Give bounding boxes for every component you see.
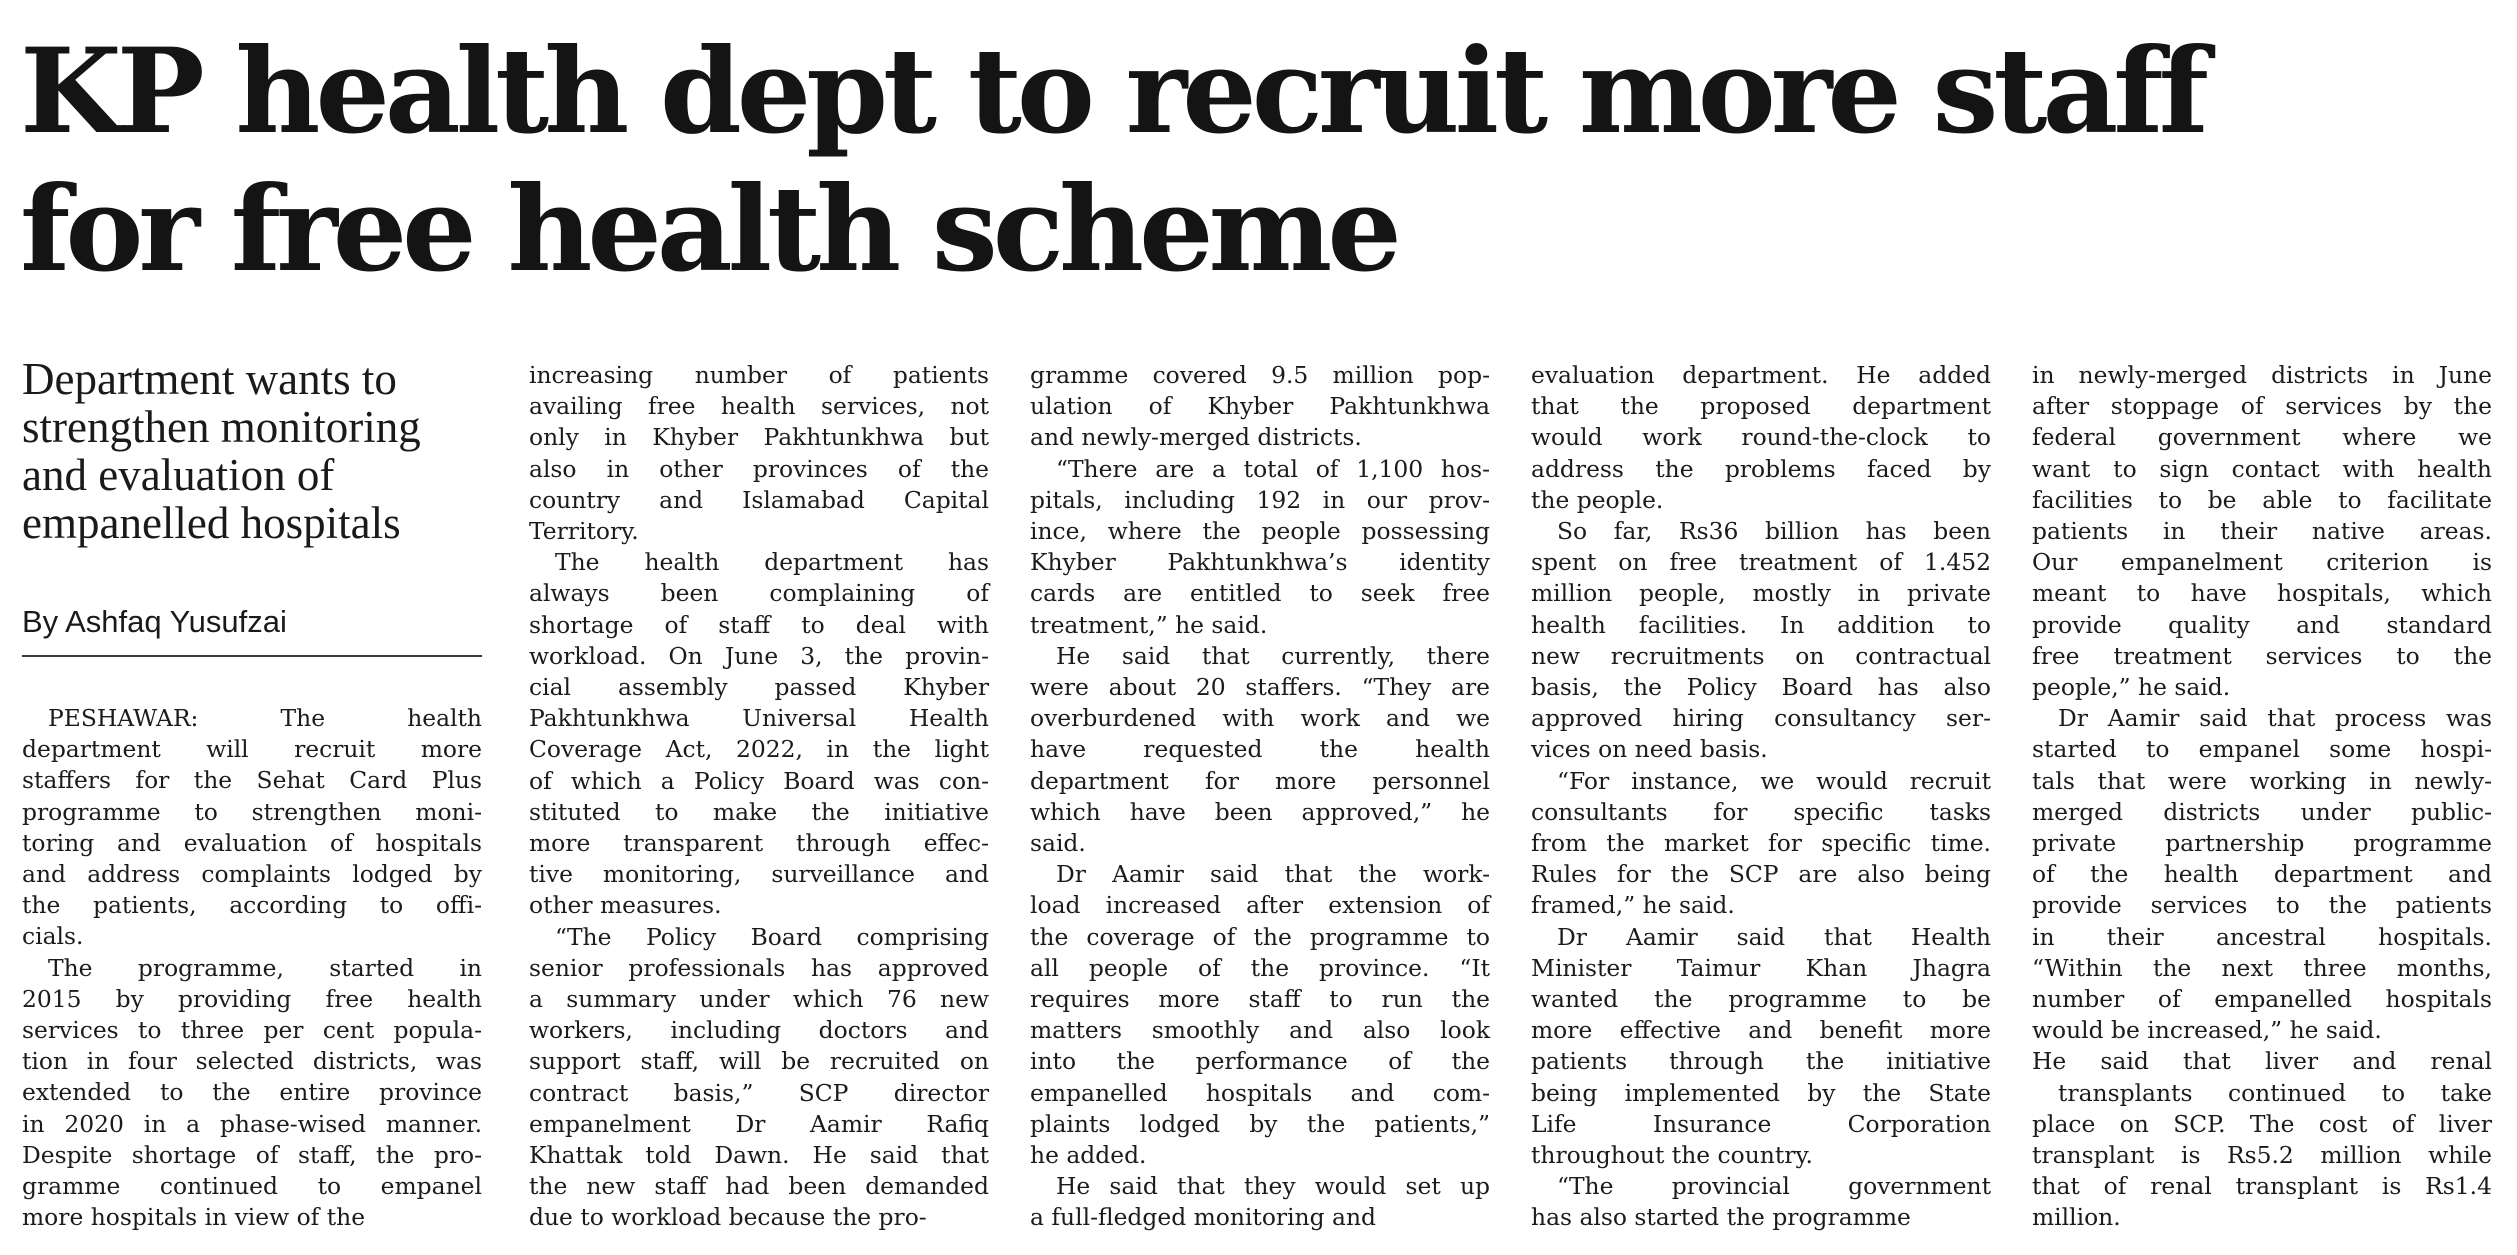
article-line: from the market for specific time. xyxy=(1531,829,1991,858)
article-line: Life Insurance Corporation xyxy=(1531,1109,1991,1138)
article-line: Our empanelment criterion is xyxy=(2032,548,2492,577)
article-line: that the proposed department xyxy=(1531,392,1991,421)
article-line: the coverage of the programme to xyxy=(1030,922,1490,951)
article-line: number of empanelled hospitals xyxy=(2032,985,2492,1014)
article-line: framed,” he said. xyxy=(1531,891,1735,920)
article-line: “Within the next three months, xyxy=(2032,953,2492,982)
article-line: The health department has xyxy=(555,548,989,577)
article-line: all people of the province. “It xyxy=(1030,953,1490,982)
article-line: address the problems faced by xyxy=(1531,454,1991,483)
article-line: Territory. xyxy=(529,517,639,546)
article-line: tals that were working in newly- xyxy=(2032,766,2492,795)
article-line: meant to have hospitals, which xyxy=(2032,579,2492,608)
article-line: always been complaining of xyxy=(529,579,989,608)
article-line: were about 20 staffers. “They are xyxy=(1030,673,1490,702)
article-line: department will recruit more xyxy=(22,735,482,764)
article-line: into the performance of the xyxy=(1030,1047,1490,1076)
article-column-5 xyxy=(2032,360,2492,1234)
article-line: shortage of staff to deal with xyxy=(529,610,989,639)
article-line: stituted to make the initiative xyxy=(529,797,989,826)
article-line: country and Islamabad Capital xyxy=(529,485,989,514)
article-line: in 2020 in a phase-wised manner. xyxy=(22,1109,482,1138)
article-line: treatment,” he said. xyxy=(1030,610,1268,639)
article-line: have requested the health xyxy=(1030,735,1490,764)
article-line: senior professionals has approved xyxy=(529,953,989,982)
article-line: increasing number of patients xyxy=(529,361,989,389)
article-line: provide quality and standard xyxy=(2032,610,2492,639)
article-line: pitals, including 192 in our prov- xyxy=(1030,485,1490,514)
article-line: Dr Aamir said that process was xyxy=(2058,704,2492,733)
article-line: cards are entitled to seek free xyxy=(1030,579,1490,608)
article-line: “The Policy Board comprising xyxy=(555,922,989,951)
article-line: matters smoothly and also look xyxy=(1030,1016,1490,1045)
article-line: million. xyxy=(2032,1203,2121,1232)
article-line: 2015 by providing free health xyxy=(22,984,482,1013)
article-line: Pakhtunkhwa Universal Health xyxy=(529,704,989,733)
article-line: and address complaints lodged by xyxy=(22,860,482,889)
article-line: merged districts under public- xyxy=(2032,797,2492,826)
article-line: The programme, started in xyxy=(48,953,482,982)
article-line: cials. xyxy=(22,922,84,951)
article-line: extended to the entire province xyxy=(22,1078,482,1107)
article-line: So far, Rs36 billion has been xyxy=(1557,517,1991,546)
article-line: want to sign contact with health xyxy=(2032,454,2492,483)
article-line: staffers for the Sehat Card Plus xyxy=(22,766,482,795)
article-line: only in Khyber Pakhtunkhwa but xyxy=(529,423,989,452)
article-line: Dr Aamir said that Health xyxy=(1557,922,1991,951)
subheadline-line: strengthen monitoring xyxy=(22,402,421,452)
article-line: in newly-merged districts in June xyxy=(2032,361,2492,389)
article-line: contract basis,” SCP director xyxy=(529,1078,989,1107)
article-line: basis, the Policy Board has also xyxy=(1531,673,1991,702)
article-line: wanted the programme to be xyxy=(1531,985,1991,1014)
article-line: people,” he said. xyxy=(2032,673,2231,702)
article-line: patients in their native areas. xyxy=(2032,517,2492,546)
article-line: more transparent through effec- xyxy=(529,829,989,858)
article-line: empanelled hospitals and com- xyxy=(1030,1078,1490,1107)
headline-line: for free health scheme xyxy=(20,160,1397,298)
byline: By Ashfaq Yusufzai xyxy=(22,603,482,657)
article-line: ulation of Khyber Pakhtunkhwa xyxy=(1030,392,1490,421)
article-line: patients through the initiative xyxy=(1531,1047,1991,1076)
article-line: provide services to the patients xyxy=(2032,891,2492,920)
article-line: throughout the country. xyxy=(1531,1141,1813,1170)
article-line: Rules for the SCP are also being xyxy=(1531,860,1991,889)
article-line: million people, mostly in private xyxy=(1531,579,1991,608)
article-line: the patients, according to offi- xyxy=(22,891,482,920)
article-line: a summary under which 76 new xyxy=(529,985,989,1014)
article-line: workers, including doctors and xyxy=(529,1016,989,1045)
article-line: ince, where the people possessing xyxy=(1030,517,1490,546)
article-line: transplants continued to take xyxy=(2058,1078,2492,1107)
article-line: empanelment Dr Aamir Rafiq xyxy=(529,1109,989,1138)
article-line: approved hiring consultancy ser- xyxy=(1531,704,1991,733)
headline xyxy=(20,22,2490,298)
article-line: support staff, will be recruited on xyxy=(529,1047,989,1076)
article-line: private partnership programme xyxy=(2032,829,2492,858)
article-line: “The provincial government xyxy=(1557,1172,1991,1201)
article-line: He said that liver and renal xyxy=(2032,1047,2492,1076)
article-line: more effective and benefit more xyxy=(1531,1016,1991,1045)
article-line: in their ancestral hospitals. xyxy=(2032,922,2492,951)
article-line: transplant is Rs5.2 million while xyxy=(2032,1141,2492,1170)
article-line: gramme covered 9.5 million pop- xyxy=(1030,361,1490,389)
article-line: department for more personnel xyxy=(1030,766,1490,795)
article-line: he added. xyxy=(1030,1141,1147,1170)
article-line: more hospitals in view of the xyxy=(22,1203,366,1232)
article-column-3 xyxy=(1030,360,1490,1234)
article-line: and newly-merged districts. xyxy=(1030,423,1362,452)
article-line: Coverage Act, 2022, in the light xyxy=(529,735,989,764)
article-column-2 xyxy=(529,360,989,1234)
article-line: facilities to be able to facilitate xyxy=(2032,485,2492,514)
article-line: Minister Taimur Khan Jhagra xyxy=(1531,953,1991,982)
article-line: a full-fledged monitoring and xyxy=(1030,1203,1377,1232)
article-line: requires more staff to run the xyxy=(1030,985,1490,1014)
article-line: Khyber Pakhtunkhwa’s identity xyxy=(1030,548,1490,577)
article-line: also in other provinces of the xyxy=(529,454,989,483)
article-line: health facilities. In addition to xyxy=(1531,610,1991,639)
article-line: federal government where we xyxy=(2032,423,2492,452)
article-line: spent on free treatment of 1.452 xyxy=(1531,548,1991,577)
article-line: Despite shortage of staff, the pro- xyxy=(22,1140,482,1169)
article-line: of the health department and xyxy=(2032,860,2492,889)
article-line: toring and evaluation of hospitals xyxy=(22,828,482,857)
subheadline-line: and evaluation of xyxy=(22,450,335,500)
article-line: has also started the programme xyxy=(1531,1203,1911,1232)
article-line: “For instance, we would recruit xyxy=(1557,766,1991,795)
article-line: the people. xyxy=(1531,485,1664,514)
article-line: new recruitments on contractual xyxy=(1531,641,1991,670)
article-line: Khattak told Dawn. He said that xyxy=(529,1141,989,1170)
article-column-1 xyxy=(22,703,482,1233)
article-line: of which a Policy Board was con- xyxy=(529,766,989,795)
article-line: vices on need basis. xyxy=(1531,735,1768,764)
article-line: cial assembly passed Khyber xyxy=(529,673,989,702)
article-line: workload. On June 3, the provin- xyxy=(529,641,989,670)
article-line: other measures. xyxy=(529,891,722,920)
article-line: being implemented by the State xyxy=(1531,1078,1991,1107)
article-line: tion in four selected districts, was xyxy=(22,1047,482,1076)
subheadline xyxy=(22,355,492,547)
article-line: services to three per cent popula- xyxy=(22,1016,482,1045)
article-line: “There are a total of 1,100 hos- xyxy=(1056,454,1490,483)
article-line: the new staff had been demanded xyxy=(529,1172,989,1201)
article-line: after stoppage of services by the xyxy=(2032,392,2492,421)
article-line: gramme continued to empanel xyxy=(22,1172,482,1201)
headline-line: KP health dept to recruit more staff xyxy=(20,22,2204,160)
article-line: He said that currently, there xyxy=(1056,641,1490,670)
article-line: PESHAWAR: The health xyxy=(48,704,482,732)
article-line: plaints lodged by the patients,” xyxy=(1030,1109,1490,1138)
article-line: overburdened with work and we xyxy=(1030,704,1490,733)
article-line: due to workload because the pro- xyxy=(529,1203,927,1232)
article-line: programme to strengthen moni- xyxy=(22,797,482,826)
article-line: availing free health services, not xyxy=(529,392,989,421)
article-line: consultants for specific tasks xyxy=(1531,797,1991,826)
article-line: He said that they would set up xyxy=(1056,1172,1490,1201)
article-line: started to empanel some hospi- xyxy=(2032,735,2492,764)
subheadline-line: empanelled hospitals xyxy=(22,498,401,548)
subheadline-line: Department wants to xyxy=(22,354,397,404)
article-line: Dr Aamir said that the work- xyxy=(1056,860,1490,889)
article-column-4 xyxy=(1531,360,1991,1234)
article-line: evaluation department. He added xyxy=(1531,361,1991,389)
article-line: would be increased,” he said. xyxy=(2032,1016,2382,1045)
article-line: that of renal transplant is Rs1.4 xyxy=(2032,1172,2492,1201)
article-line: said. xyxy=(1030,829,1086,858)
article-line: which have been approved,” he xyxy=(1030,797,1490,826)
article-line: free treatment services to the xyxy=(2032,641,2492,670)
article-line: load increased after extension of xyxy=(1030,891,1490,920)
article-line: would work round-the-clock to xyxy=(1531,423,1991,452)
article-line: place on SCP. The cost of liver xyxy=(2032,1109,2492,1138)
article-line: tive monitoring, surveillance and xyxy=(529,860,989,889)
